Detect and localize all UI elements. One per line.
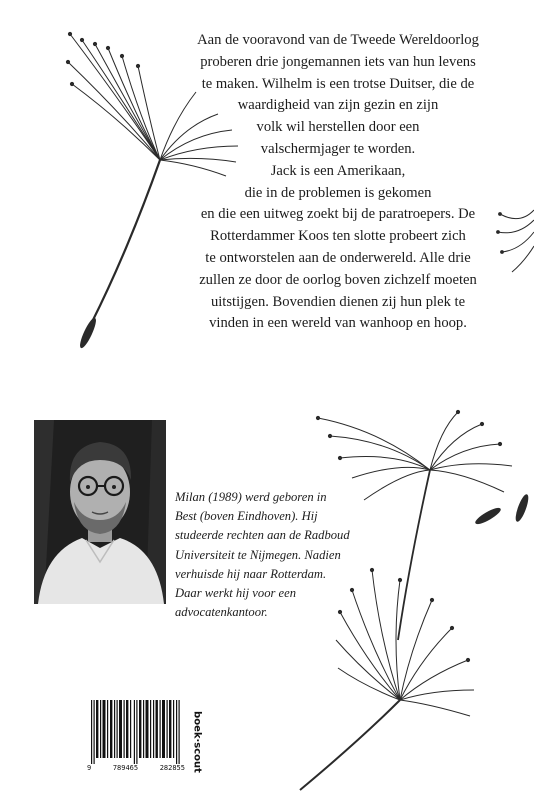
isbn-digit-group1: 789465	[112, 764, 139, 772]
blurb-line: te ontworstelen aan de onderwereld. Alle drie	[205, 249, 471, 266]
blurb-line: te maken. Wilhelm is een trotse Duitser, die de	[201, 75, 475, 92]
blurb-line: valschermjager te worden.	[260, 140, 416, 157]
blurb-line: waardigheid van zijn gezin en zijn	[237, 97, 439, 114]
isbn-digit-lead: 9	[87, 764, 92, 772]
blurb-line: proberen drie jongemannen iets van hun levens	[200, 53, 476, 70]
blurb-line: Aan de vooravond van de Tweede Wereldoorlog	[197, 32, 479, 48]
blurb-line: en die een uitweg zoekt bij de paratroepers. De	[200, 206, 476, 223]
isbn-digit-group2: 282855	[159, 764, 185, 772]
publisher-name: boek·scout	[191, 711, 203, 773]
author-photo	[34, 420, 166, 604]
bio-line: Universiteit te Nijmegen. Nadien	[175, 547, 341, 562]
blurb-line: vinden in een wereld van wanhoop en hoop.	[209, 315, 467, 332]
bio-line: Milan (1989) werd geboren in	[175, 490, 327, 504]
blurb-line: Rotterdammer Koos ten slotte probeert zich	[210, 228, 466, 245]
bio-line: advocatenkantoor.	[175, 605, 268, 620]
bio-line: Best (boven Eindhoven). Hij	[175, 509, 318, 524]
blurb-line: die in de problemen is gekomen	[244, 184, 432, 201]
blurb-line: uitstijgen. Bovendien dienen zij hun plek te	[210, 293, 466, 310]
blurb-line: zullen ze door de oorlog boven zichzelf moeten	[199, 271, 477, 288]
publisher-logo	[190, 708, 204, 776]
isbn-barcode	[87, 700, 185, 764]
back-cover-blurb	[183, 30, 493, 335]
bio-line: studeerde rechten aan de Radboud	[175, 528, 350, 543]
dandelion-seed-edge	[497, 210, 534, 272]
blurb-line: volk wil herstellen door een	[256, 119, 420, 136]
bio-line: Daar werkt hij voor een	[175, 586, 297, 601]
blurb-line: Jack is een Amerikaan,	[270, 162, 406, 179]
author-bio	[175, 488, 370, 622]
isbn-digits	[87, 764, 185, 772]
bio-line: verhuisde hij naar Rotterdam.	[175, 566, 327, 581]
